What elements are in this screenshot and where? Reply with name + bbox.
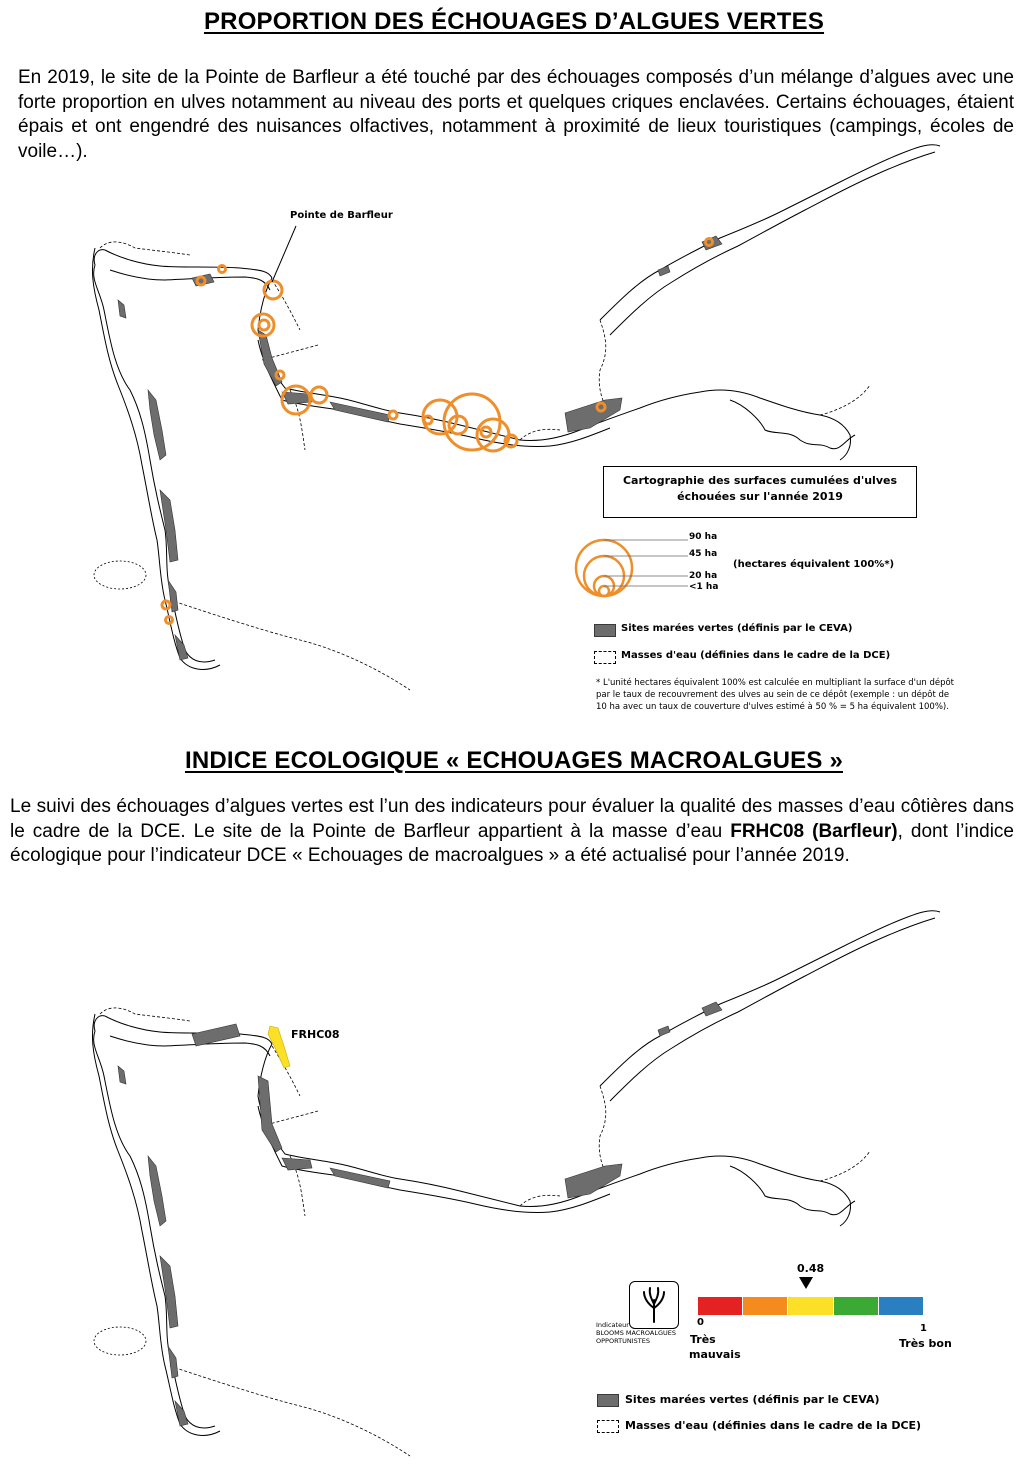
scale-segment [879, 1297, 923, 1315]
frhc08-label: FRHC08 [291, 1028, 340, 1041]
frhc08-water-body [268, 1026, 290, 1068]
circle-size-90: 90 ha [689, 532, 718, 542]
logo-line-3: OPPORTUNISTES [596, 1337, 650, 1345]
section2-water-body-code: FRHC08 (Barfleur) [730, 820, 898, 842]
footnote-line-1: * L'unité hectares équivalent 100% est calculée en multipliant la surface d'un dépôt [596, 678, 955, 688]
indicator-value: 0.48 [797, 1262, 825, 1275]
coastline [92, 145, 940, 670]
legend-masses-swatch [594, 651, 616, 664]
legend-sites-swatch [594, 624, 616, 637]
legend2-sites-label: Sites marées vertes (définis par le CEVA) [625, 1393, 880, 1406]
indicator-logo [629, 1281, 679, 1329]
circle-size-45: 45 ha [689, 549, 718, 559]
unit-note: (hectares équivalent 100%*) [733, 559, 895, 570]
footnote-line-2: par le taux de recouvrement des ulves au sein de ce dépôt (exemple : un dépôt de [596, 690, 950, 700]
legend-masses-label: Masses d'eau (définies dans le cadre de la DCE) [621, 650, 891, 661]
map-ulves-2019 [0, 130, 1028, 720]
legend2-masses-swatch [597, 1420, 619, 1433]
section1-paragraph: En 2019, le site de la Pointe de Barfleur a été touché par des échouages composés d’un mélange d’algues avec une forte proportion en ulves notamment au niveau des ports et quelques criques enclavées. Certains échouages, étaient épais et ont engendré des nuisances olfactives, notamment à proximité de lieux touristiques (campings, écoles de voile…). [18, 67, 1014, 162]
section2-title: INDICE ECOLOGIQUE « ECHOUAGES MACROALGUES » [184, 747, 843, 774]
footnote-line-3: 10 ha avec un taux de couverture d'ulves estimé à 50 % = 5 ha équivalent 100%). [596, 702, 949, 712]
coastline-2 [92, 911, 940, 1436]
indicator-scale [698, 1297, 924, 1315]
islands [94, 561, 146, 589]
scale-segment [788, 1297, 832, 1315]
logo-line-1: Indicateur [596, 1321, 629, 1329]
circle-size-legend [560, 528, 700, 608]
circle-size-1: <1 ha [689, 582, 719, 592]
legend2-sites-swatch [597, 1394, 619, 1407]
scale-segment [834, 1297, 878, 1315]
legend-title-box: Cartographie des surfaces cumulées d'ulves échouées sur l'année 2019 [603, 466, 917, 518]
green-tide-sites-2 [118, 1002, 722, 1426]
pointe-de-barfleur-label: Pointe de Barfleur [290, 210, 393, 221]
scale-min-label-2: mauvais [689, 1348, 741, 1361]
section1-title: PROPORTION DES ÉCHOUAGES D’ALGUES VERTES [203, 8, 825, 35]
scale-segment [698, 1297, 742, 1315]
circle-size-20: 20 ha [689, 571, 718, 581]
scale-max-label: Très bon [899, 1337, 952, 1350]
scale-segment [743, 1297, 787, 1315]
algae-icon [630, 1282, 678, 1328]
section2-paragraph [10, 795, 1014, 869]
legend-sites-label: Sites marées vertes (définis par le CEVA) [621, 623, 853, 634]
indicator-pointer [799, 1277, 813, 1289]
legend2-masses-label: Masses d'eau (définies dans le cadre de la DCE) [625, 1419, 922, 1432]
water-body-boundaries-2 [100, 1008, 870, 1456]
scale-min-label-1: Très [690, 1333, 716, 1346]
section2-text-end: , dont l’indice écologique pour l’indicateur DCE « Echouages de macroalgues » a été actualisé pour l’année 2019. [10, 820, 1014, 866]
logo-line-2: BLOOMS MACROALGUES [596, 1329, 676, 1337]
scale-min: 0 [697, 1317, 704, 1328]
section2-text-start: Le suivi des échouages d’algues vertes est l’un des indicateurs pour évaluer la qualité des masses d’eau côtières dans le cadre de la DCE. Le site de la Pointe de Barfleur appartient à la masse d’eau [10, 796, 1014, 842]
scale-max: 1 [920, 1323, 927, 1334]
